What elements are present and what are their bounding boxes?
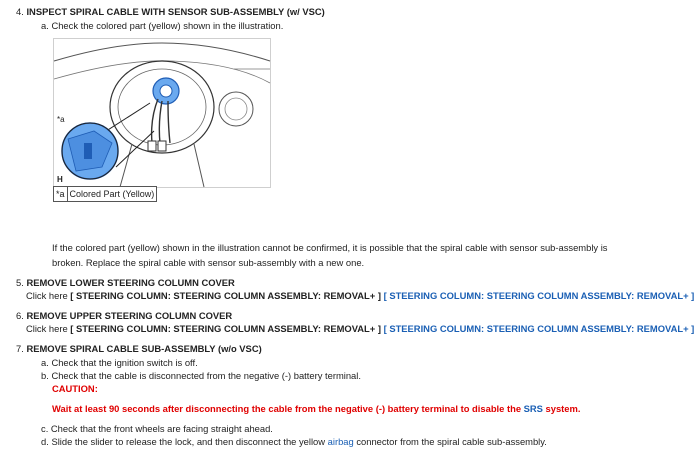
- step-5-ref-link[interactable]: [ STEERING COLUMN: STEERING COLUMN ASSEMBLY: REMOVAL+ ]: [70, 290, 381, 301]
- legend-key: *a: [54, 187, 68, 201]
- step-7-sub-c: c. Check that the front wheels are facing straight ahead.: [41, 423, 273, 434]
- step-6-heading: 6. REMOVE UPPER STEERING COLUMN COVER: [16, 310, 233, 321]
- step-7-sub-a: a. Check that the ignition switch is off.: [41, 357, 198, 368]
- step-7-sub-b: b. Check that the cable is disconnected from the negative (-) battery terminal.: [41, 370, 361, 381]
- step-4-title: INSPECT SPIRAL CABLE WITH SENSOR SUB-ASSEMBLY (w/ VSC): [26, 6, 325, 17]
- illustration-legend: [53, 186, 157, 202]
- steering-wheel-diagram: [54, 39, 270, 187]
- step-5-heading: 5. REMOVE LOWER STEERING COLUMN COVER: [16, 277, 235, 288]
- caution-text: Wait at least 90 seconds after disconnecting the cable from the negative (-) battery terminal to disable the SRS system.: [52, 403, 581, 414]
- airbag-link[interactable]: airbag: [327, 436, 354, 447]
- srs-link[interactable]: SRS: [523, 403, 543, 414]
- step-4-heading: 4. INSPECT SPIRAL CABLE WITH SENSOR SUB-ASSEMBLY (w/ VSC): [16, 6, 325, 17]
- legend-value: Colored Part (Yellow): [69, 189, 155, 199]
- illustration-id-label: H: [57, 175, 63, 184]
- step-6-ref-link[interactable]: [ STEERING COLUMN: STEERING COLUMN ASSEMBLY: REMOVAL+ ]: [70, 323, 381, 334]
- step-4-note-line-2: broken. Replace the spiral cable with sensor sub-assembly with a new one.: [52, 257, 365, 268]
- step-5-ref-link-blue[interactable]: [ STEERING COLUMN: STEERING COLUMN ASSEMBLY: REMOVAL+ ]: [383, 290, 694, 301]
- steering-illustration: [53, 38, 271, 188]
- step-6-title: REMOVE UPPER STEERING COLUMN COVER: [26, 310, 233, 321]
- caution-label: CAUTION:: [52, 383, 98, 394]
- step-5-click-line: Click here [ STEERING COLUMN: STEERING COLUMN ASSEMBLY: REMOVAL+ ] [ STEERING COLUMN: STEERING COLUMN ASSEMBLY: REMOVAL+ ]: [26, 290, 694, 301]
- callout-label-a: *a: [57, 115, 65, 124]
- step-4-note-line-1: If the colored part (yellow) shown in the illustration cannot be confirmed, it is possible that the spiral cable with sensor sub-assembly is: [52, 242, 608, 253]
- step-4-sub-a: a. Check the colored part (yellow) shown in the illustration.: [41, 20, 284, 31]
- step-5-title: REMOVE LOWER STEERING COLUMN COVER: [26, 277, 235, 288]
- step-7-title: REMOVE SPIRAL CABLE SUB-ASSEMBLY (w/o VSC): [26, 343, 262, 354]
- step-6-click-line: Click here [ STEERING COLUMN: STEERING COLUMN ASSEMBLY: REMOVAL+ ] [ STEERING COLUMN: STEERING COLUMN ASSEMBLY: REMOVAL+ ]: [26, 323, 694, 334]
- step-7-sub-d: d. Slide the slider to release the lock, and then disconnect the yellow airbag connector from the spiral cable sub-assembly.: [41, 436, 547, 447]
- step-7-heading: 7. REMOVE SPIRAL CABLE SUB-ASSEMBLY (w/o VSC): [16, 343, 262, 354]
- step-6-ref-link-blue[interactable]: [ STEERING COLUMN: STEERING COLUMN ASSEMBLY: REMOVAL+ ]: [383, 323, 694, 334]
